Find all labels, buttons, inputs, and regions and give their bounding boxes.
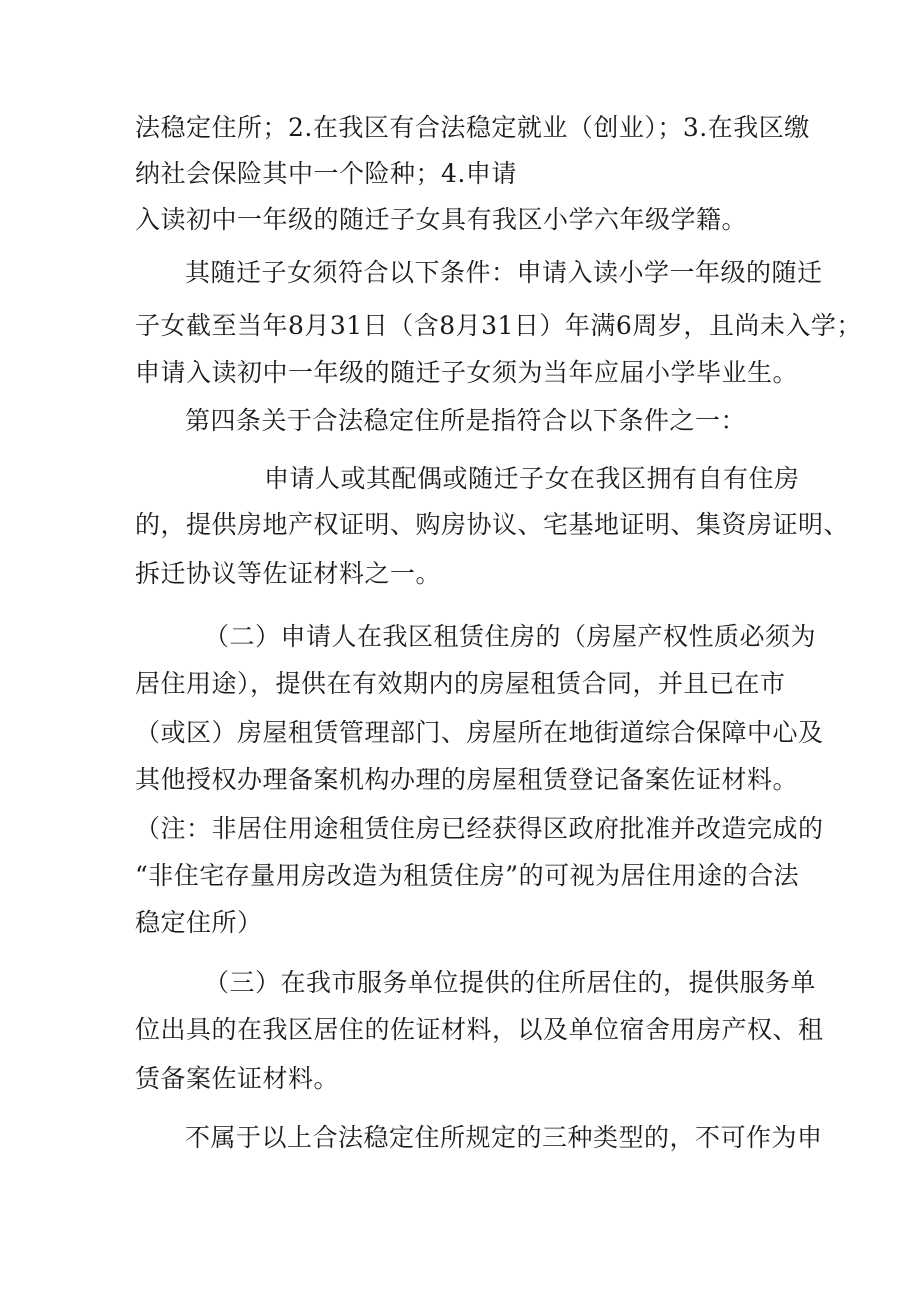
text-line: （注：非居住用途租赁住房已经获得区政府批准并改造完成的 bbox=[135, 814, 824, 843]
text-line: 纳社会保险其中一个险种；4.申请 bbox=[135, 159, 517, 188]
text-line: 其他授权办理备案机构办理的房屋租赁登记备案佐证材料。 bbox=[135, 765, 799, 794]
text-line: （或区）房屋租赁管理部门、房屋所在地街道综合保障中心及 bbox=[135, 718, 824, 747]
text-line: 稳定住所） bbox=[135, 908, 263, 937]
text-line: 第四条关于合法稳定住所是指符合以下条件之一： bbox=[185, 406, 747, 435]
text-line: 子女截至当年8月31日（含8月31日）年满6周岁，且尚未入学； bbox=[135, 311, 862, 340]
text-line: （三）在我市服务单位提供的住所居住的，提供服务单 bbox=[204, 968, 817, 997]
text-line: “非住宅存量用房改造为租赁住房”的可视为居住用途的合法 bbox=[135, 861, 800, 890]
text-line: 位出具的在我区居住的佐证材料，以及单位宿舍用房产权、租 bbox=[135, 1015, 824, 1044]
text-line: 的，提供房地产权证明、购房协议、宅基地证明、集资房证明、 bbox=[135, 510, 850, 539]
text-line: 申请入读初中一年级的随迁子女须为当年应届小学毕业生。 bbox=[135, 358, 799, 387]
text-line: 拆迁协议等佐证材料之一。 bbox=[135, 559, 442, 588]
text-line: 法稳定住所；2.在我区有合法稳定就业（创业）；3.在我区缴 bbox=[135, 113, 810, 142]
text-line: 入读初中一年级的随迁子女具有我区小学六年级学籍。 bbox=[135, 205, 748, 234]
text-line: 居住用途），提供在有效期内的房屋租赁合同，并且已在市 bbox=[135, 669, 786, 698]
text-line: 赁备案佐证材料。 bbox=[135, 1064, 340, 1093]
text-line: 不属于以上合法稳定住所规定的三种类型的，不可作为申 bbox=[185, 1123, 823, 1152]
text-line: 其随迁子女须符合以下条件：申请入读小学一年级的随迁 bbox=[185, 258, 823, 287]
text-line: 申请人或其配偶或随迁子女在我区拥有自有住房 bbox=[264, 464, 800, 493]
text-line: （二）申请人在我区租赁住房的（房屋产权性质必须为 bbox=[204, 622, 817, 651]
